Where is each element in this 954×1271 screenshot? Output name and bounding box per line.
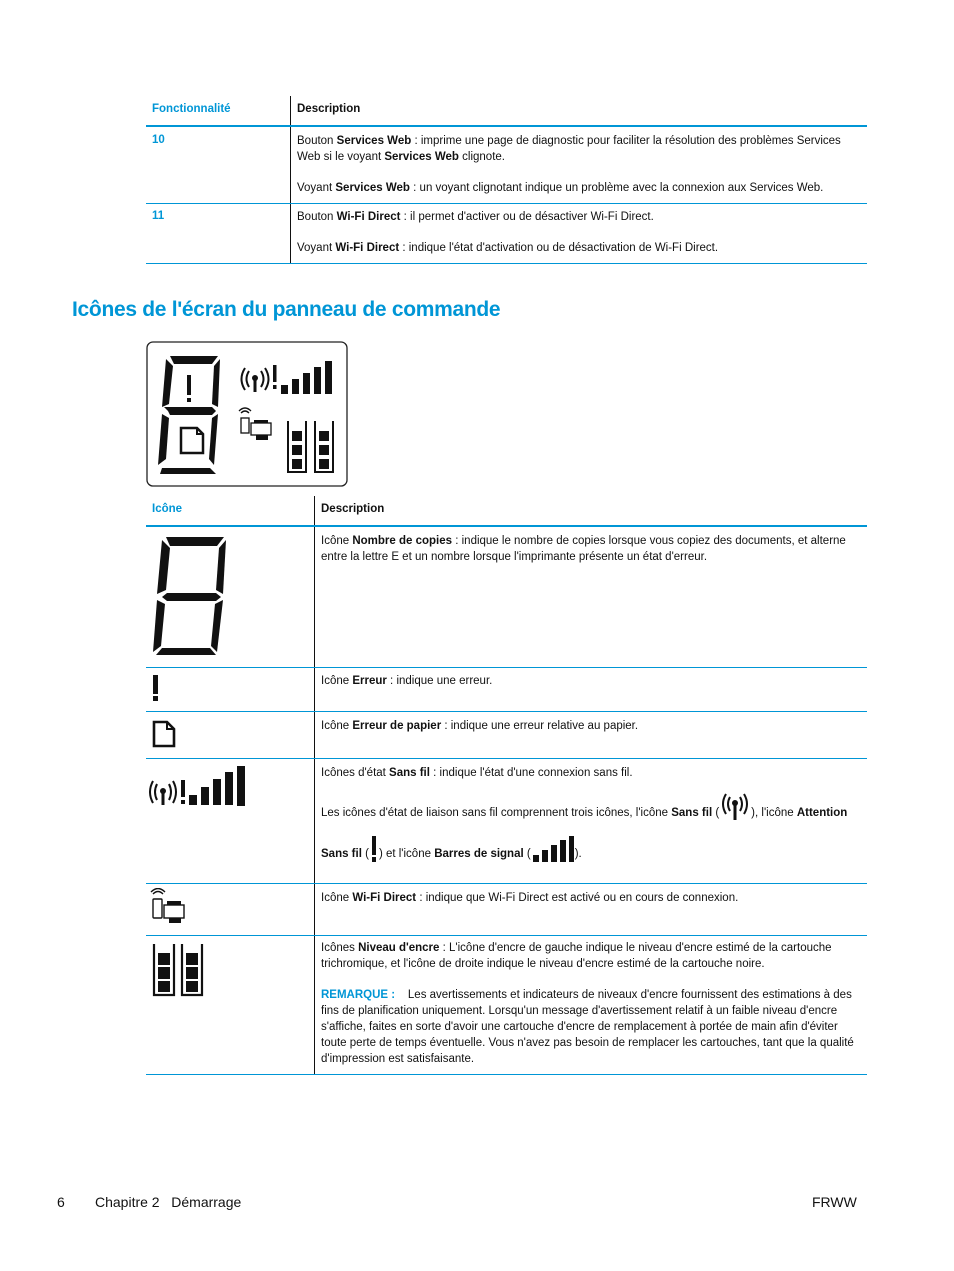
wireless-status-icon [149, 765, 251, 814]
row-description: Les icônes d'état de liaison sans fil comprennent trois icônes, l'icône Sans fil ( ), l'icône Attention [321, 804, 866, 822]
note-label: REMARQUE : [321, 989, 396, 1001]
row-description: Icône Wi-Fi Direct : indique que Wi-Fi Direct est activé ou en cours de connexion. [321, 892, 739, 904]
col-header-feature: Fonctionnalité [152, 103, 231, 115]
row-description: Bouton Wi-Fi Direct : il permet d'activer ou de désactiver Wi-Fi Direct. [297, 211, 654, 223]
wireless-icon [719, 790, 751, 822]
wifi-direct-icon [150, 888, 186, 929]
row-rule [146, 935, 867, 936]
chapter-title: Chapitre 2 Démarrage [95, 1194, 242, 1210]
row-rule [146, 711, 867, 712]
feature-number: 11 [152, 210, 165, 222]
exclamation-icon [150, 674, 162, 707]
header-rule [146, 125, 867, 127]
signal-bars-icon [531, 835, 575, 863]
row-description: Icônes Niveau d'encre : L'icône d'encre de gauche indique le niveau d'encre estimé de la cartouche trichromique, et l'icône de droite indique le niveau d'encre estimé de la cartouche noire. [321, 942, 832, 970]
col-header-description: Description [297, 103, 361, 115]
ink-level-icon [151, 942, 207, 1003]
row-description: Sans fil ( ) et l'icône Barres de signal ( ). [321, 845, 861, 863]
control-panel-display-illustration [146, 341, 349, 493]
note-text: Les avertissements et indicateurs de niveaux d'encre fournissent des estimations à des fins de planification uniquement. Lorsqu'un message d'avertissement relatif à un faible niveau d'encre s'affiche, faites en sorte d'avoir une cartouche d'encre de remplacement à portée de main afin d'éviter toute perte de temps éventuelle. Vous n'avez pas besoin de remplacer les cartouches, tant que la qualité d'impression est satisfaisante. [321, 989, 854, 1065]
row-description: Bouton Services Web : imprime une page de diagnostic pour faciliter la résolution des problèmes Services Web si le voyant Services Web clignote. [297, 135, 841, 163]
attention-icon [369, 835, 379, 863]
column-divider [290, 96, 291, 264]
column-divider [314, 496, 315, 1075]
row-description: Icône Erreur de papier : indique une erreur relative au papier. [321, 720, 639, 732]
paper-icon [152, 720, 176, 753]
row-rule [146, 203, 867, 204]
col-header-description: Description [321, 503, 385, 515]
row-description: Icône Erreur : indique une erreur. [321, 675, 493, 687]
row-description: Icône Nombre de copies : indique le nombre de copies lorsque vous copiez des documents, et alterne entre la lettre E et un nombre lorsque l'imprimante présente un état d'erreur. [321, 535, 846, 563]
note [321, 987, 861, 1067]
seven-segment-digit-icon [150, 533, 230, 664]
col-header-icon: Icône [152, 503, 183, 515]
feature-number: 10 [152, 134, 165, 146]
row-description: Voyant Services Web : un voyant clignotant indique un problème avec la connexion aux Services Web. [297, 182, 824, 194]
section-title: Icônes de l'écran du panneau de commande [72, 298, 501, 321]
footer-code: FRWW [812, 1194, 857, 1210]
table-bottom-rule [146, 263, 867, 264]
header-rule [146, 525, 867, 527]
row-rule [146, 883, 867, 884]
row-rule [146, 667, 867, 668]
table-bottom-rule [146, 1074, 867, 1075]
row-rule [146, 758, 867, 759]
row-description: Icônes d'état Sans fil : indique l'état d'une connexion sans fil. [321, 767, 633, 779]
row-description: Voyant Wi-Fi Direct : indique l'état d'activation ou de désactivation de Wi-Fi Direct. [297, 242, 719, 254]
page-number: 6 [57, 1194, 65, 1210]
